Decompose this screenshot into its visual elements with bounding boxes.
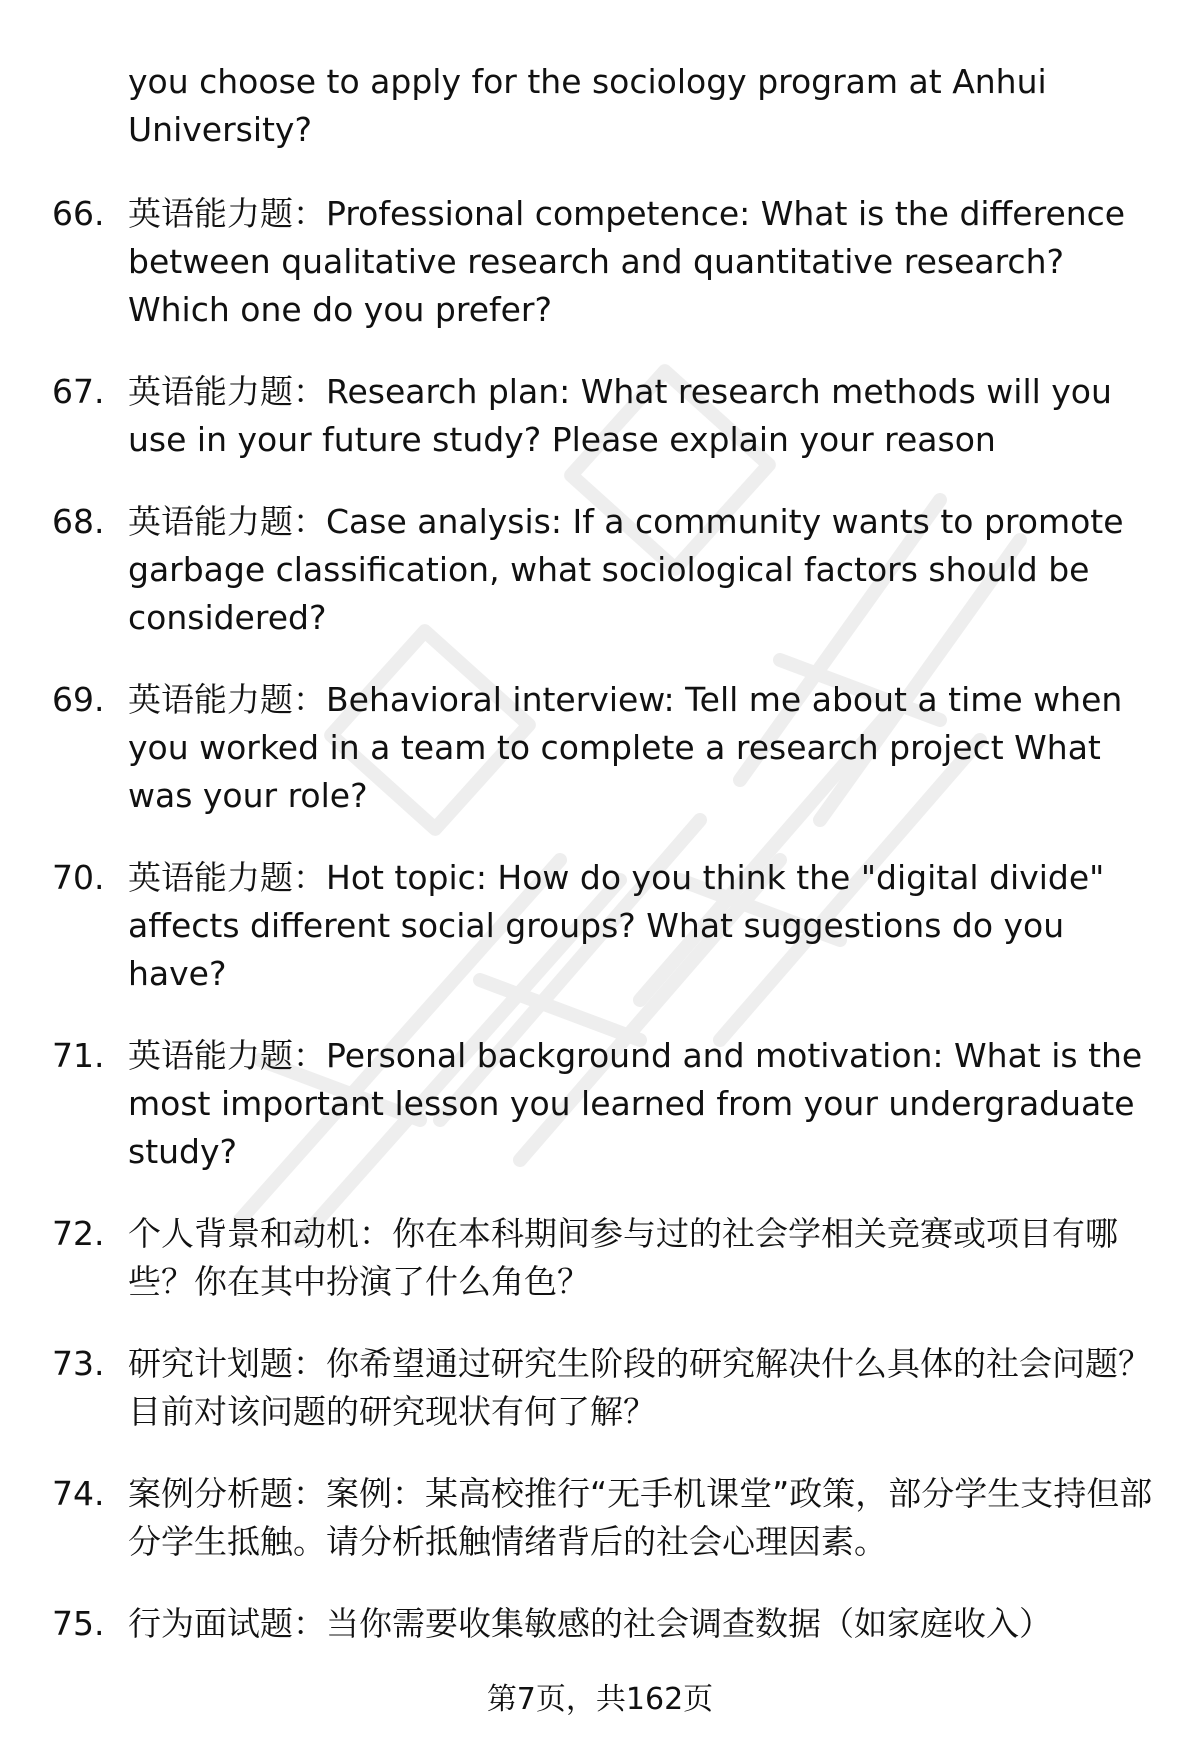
question-number: 72. bbox=[52, 1214, 105, 1253]
question-number: 70. bbox=[52, 858, 105, 897]
question-number: 69. bbox=[52, 680, 105, 719]
question-list bbox=[0, 190, 1200, 1682]
question-text: 英语能力题：Research plan: What research methods will you use in your future study? Please explain your reason bbox=[128, 372, 1112, 459]
question-text: 个人背景和动机：你在本科期间参与过的社会学相关竞赛或项目有哪些？你在其中扮演了什么角色？ bbox=[128, 1214, 1118, 1301]
page-footer: 第7页，共162页 bbox=[486, 1682, 714, 1717]
continued-question-text: you choose to apply for the sociology program at Anhui University? bbox=[128, 62, 1047, 149]
question-number: 66. bbox=[52, 194, 105, 233]
question-number: 67. bbox=[52, 372, 105, 411]
list-item bbox=[0, 1470, 1200, 1566]
question-text: 英语能力题：Professional competence: What is the difference between qualitative research and quantitative research? Which one do you prefer? bbox=[128, 194, 1126, 329]
list-item bbox=[0, 368, 1200, 464]
list-item bbox=[0, 498, 1200, 642]
question-number: 68. bbox=[52, 502, 105, 541]
question-number: 75. bbox=[52, 1604, 105, 1643]
list-item bbox=[0, 190, 1200, 334]
question-text: 英语能力题：Case analysis: If a community wants to promote garbage classification, what sociological factors should be considered? bbox=[128, 502, 1124, 637]
question-text: 研究计划题：你希望通过研究生阶段的研究解决什么具体的社会问题？目前对该问题的研究现状有何了解？ bbox=[128, 1344, 1151, 1431]
question-number: 71. bbox=[52, 1036, 105, 1075]
list-item bbox=[0, 676, 1200, 820]
question-number: 74. bbox=[52, 1474, 105, 1513]
question-text: 英语能力题：Hot topic: How do you think the "digital divide" affects different social groups? What suggestions do you have? bbox=[128, 858, 1105, 993]
question-text: 行为面试题：当你需要收集敏感的社会调查数据（如家庭收入） bbox=[128, 1604, 1052, 1643]
question-number: 73. bbox=[52, 1344, 105, 1383]
question-text: 英语能力题：Personal background and motivation: What is the most important lesson you learned from your undergraduate study? bbox=[128, 1036, 1143, 1171]
question-text: 英语能力题：Behavioral interview: Tell me about a time when you worked in a team to complete a research project What was your role? bbox=[128, 680, 1123, 815]
list-item bbox=[0, 854, 1200, 998]
question-text: 案例分析题：案例：某高校推行“无手机课堂”政策，部分学生支持但部分学生抵触。请分析抵触情绪背后的社会心理因素。 bbox=[128, 1474, 1153, 1561]
list-item bbox=[0, 1032, 1200, 1176]
list-item bbox=[0, 1340, 1200, 1436]
list-item bbox=[0, 1210, 1200, 1306]
list-item bbox=[0, 1600, 1200, 1648]
